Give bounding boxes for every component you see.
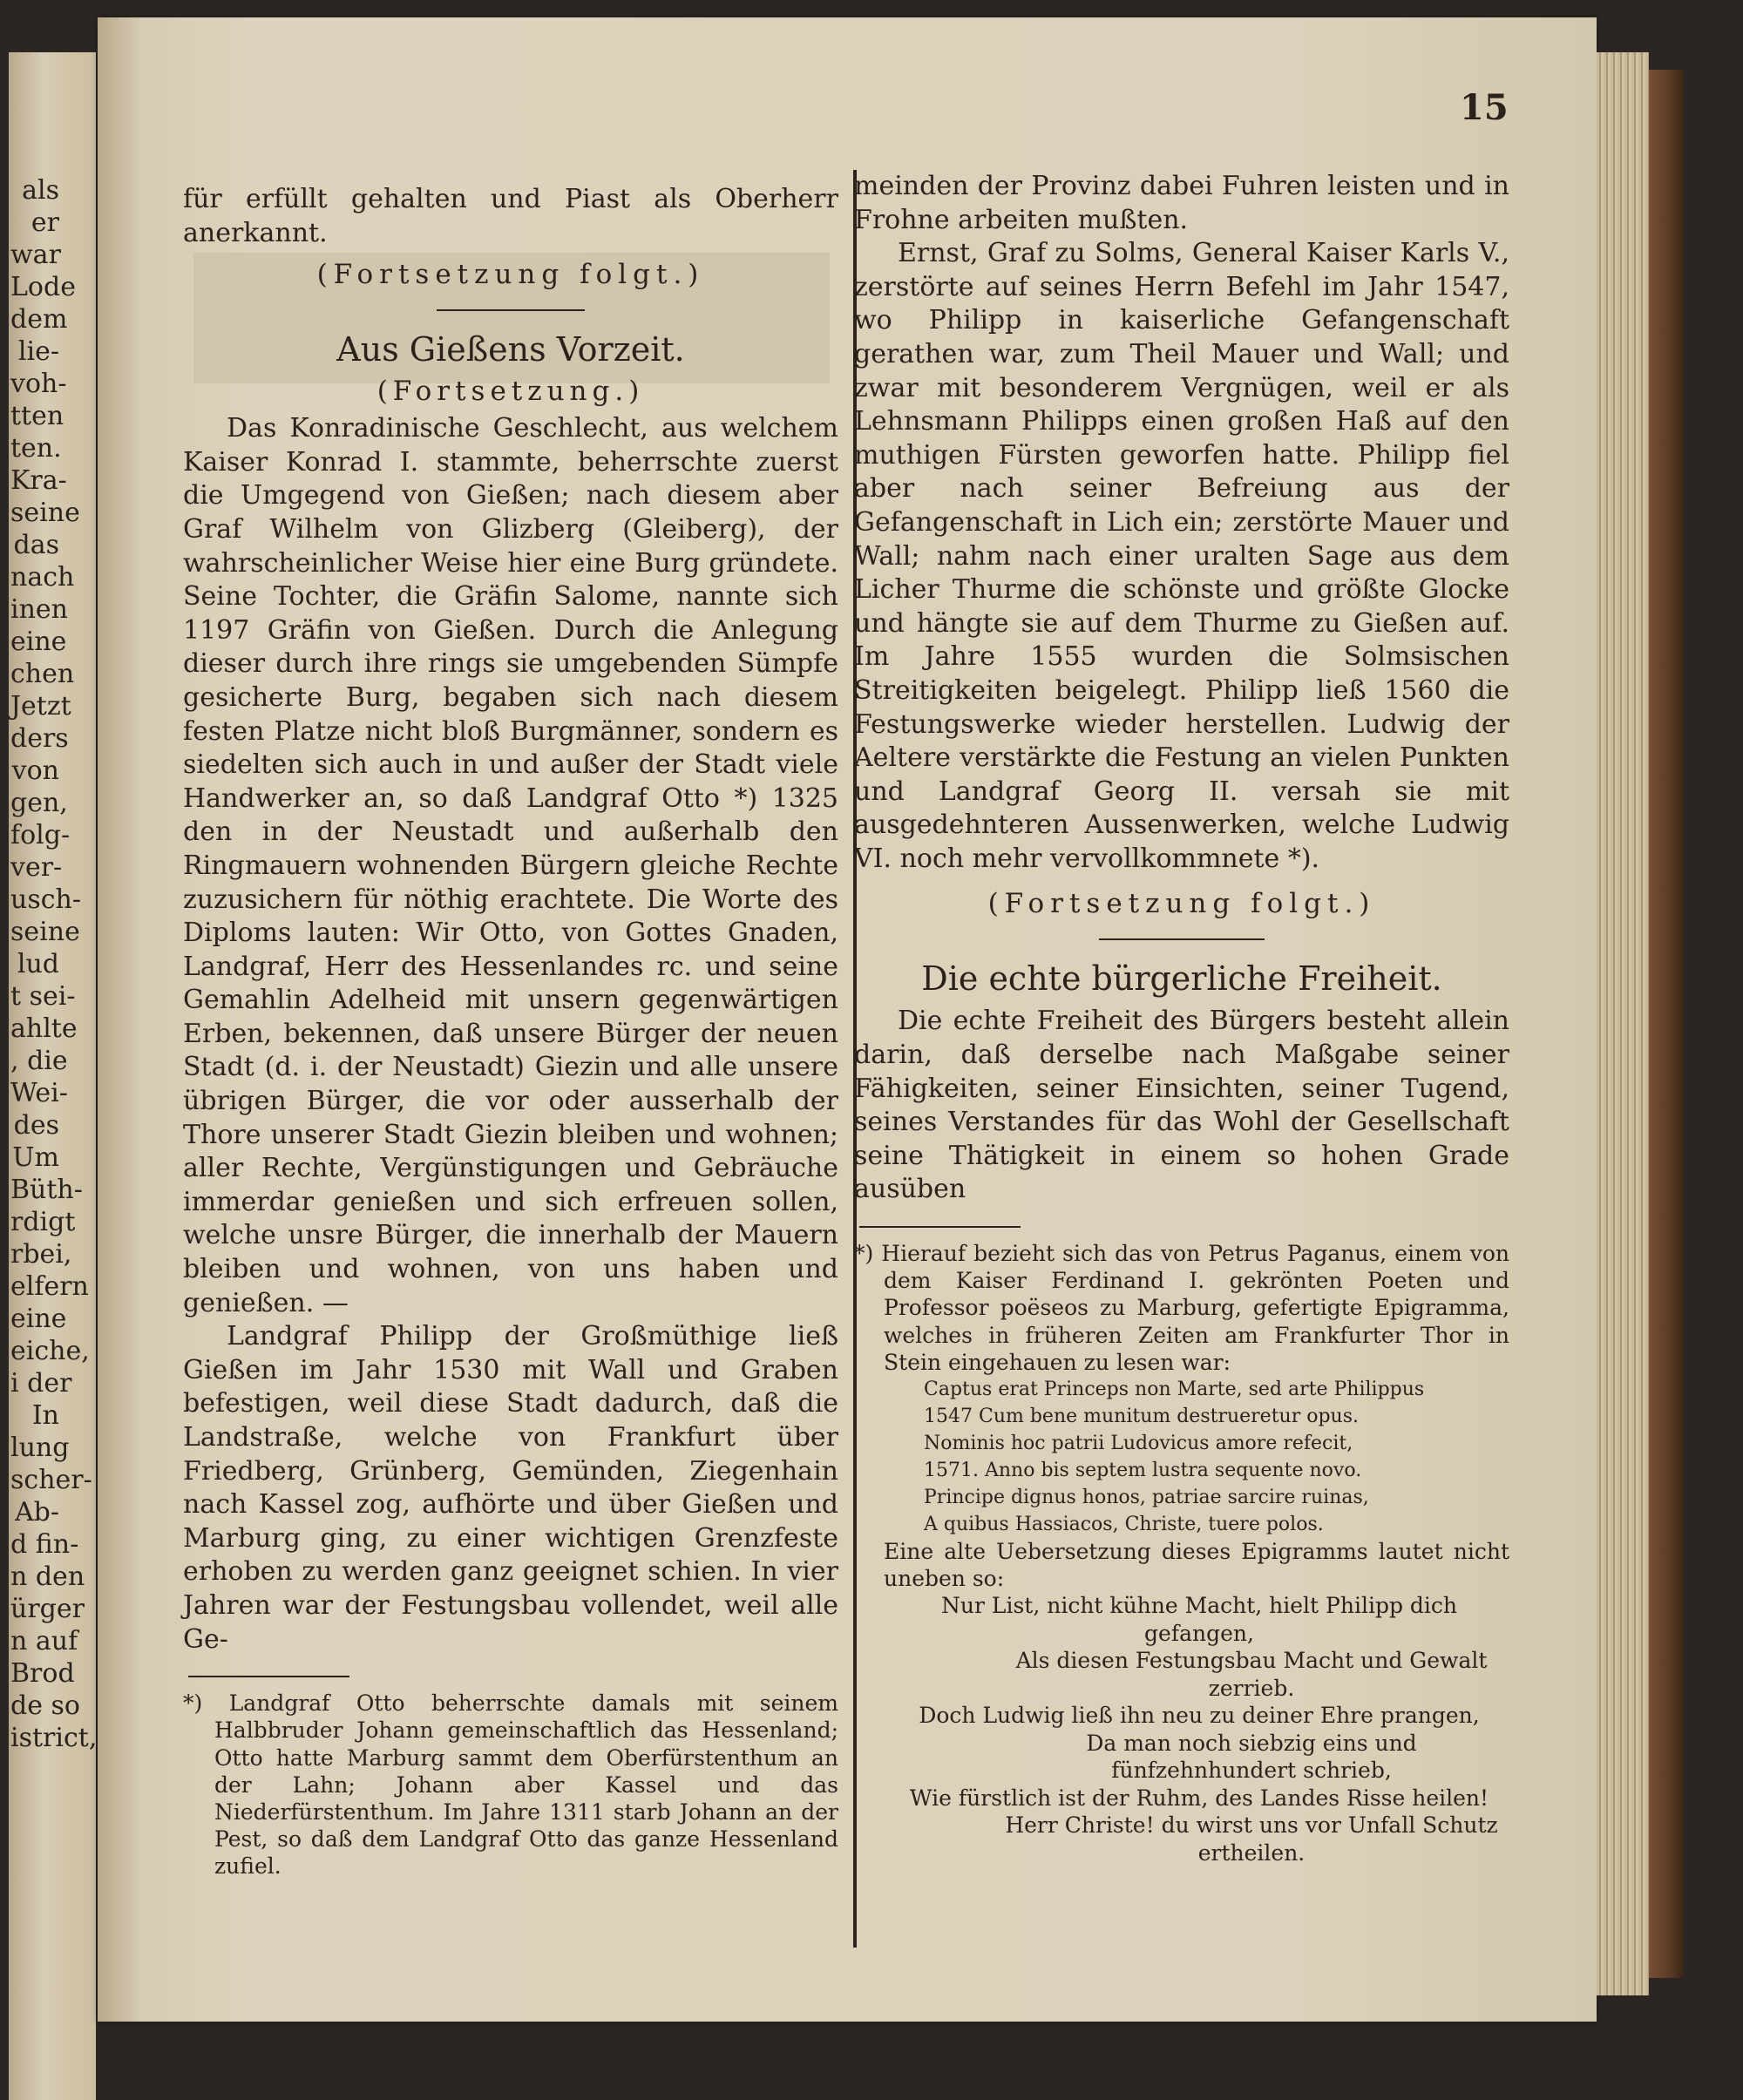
previous-page-fragment: lie- bbox=[17, 336, 59, 367]
translation-line: Nur List, nicht kühne Macht, hielt Philipp dich gefangen, bbox=[940, 1593, 1458, 1646]
previous-page-fragment: seine bbox=[10, 498, 80, 528]
previous-page-fragment: n auf bbox=[10, 1626, 78, 1656]
previous-page-fragment: ahlte bbox=[10, 1013, 78, 1044]
epigram-line: 1547 Cum bene munitum destrueretur opus. bbox=[924, 1406, 1359, 1428]
previous-page-fragment: scher- bbox=[10, 1465, 92, 1495]
previous-page-fragment: er bbox=[31, 207, 59, 238]
epigram-line: 1571. Anno bis septem lustra sequente novo. bbox=[924, 1460, 1362, 1482]
previous-page-fragment: istrict, bbox=[10, 1723, 98, 1753]
left-column bbox=[183, 183, 838, 1880]
previous-page-fragment: t sei- bbox=[10, 981, 76, 1012]
previous-page-fragment: war bbox=[10, 240, 61, 270]
previous-page-fragment: elfern bbox=[10, 1271, 89, 1302]
previous-page-text-fragments bbox=[10, 174, 98, 1754]
previous-page-fragment: ver- bbox=[10, 852, 63, 883]
previous-page-fragment: das bbox=[13, 530, 59, 560]
article-paragraph: Landgraf Philipp der Großmüthige ließ Gießen im Jahr 1530 mit Wall und Graben befestigen, weil diese Stadt dadurch, daß die Landstraße, welche von Frankfurt über Friedberg, Grünberg, Gemünden, Ziegenhain nach Kassel zog, aufhörte und über Gießen und Marburg ging, zu einer wichtigen Grenzfeste erhoben zu werden ganz geeignet schien. In vier Jahren war der Festungsbau vollendet, weil alle Ge- bbox=[183, 1321, 838, 1655]
latin-epigram bbox=[854, 1376, 1509, 1538]
section-rule bbox=[1099, 938, 1265, 940]
previous-page-fragment: rdigt bbox=[10, 1207, 76, 1237]
previous-page-fragment: In bbox=[31, 1400, 59, 1431]
previous-page-fragment: Wei- bbox=[10, 1078, 68, 1108]
german-translation bbox=[854, 1592, 1509, 1866]
article-paragraph: Ernst, Graf zu Solms, General Kaiser Karls V., zerstörte auf seines Herrn Befehl im Jahr 1547, wo Philipp in kaiserliche Gefangenschaft gerathen war, zum Theil Mauer und Wall; und zwar mit besonderem Vergnügen, weil er als Lehnsmann Philipps einen großen Haß auf den muthigen Fürsten geworfen hatte. Philipp fiel aber nach seiner Befreiung aus der Gefangenschaft in Lich ein; zerstörte Mauer und Wall; nahm nach einer uralten Sage aus dem Licher Thurme die schönste und größte Glocke und hängte sie auf dem Thurme zu Gießen auf. Im Jahre 1555 wurden die Solmsischen Streitigkeiten beigelegt. Philipp ließ 1560 die Festungswerke wieder herstellen. Ludwig der Aeltere verstärkte die Festung an vielen Punkten und Landgraf Georg II. versah sie mit ausgedehnteren Aussenwerken, welche Ludwig VI. noch mehr vervollkommnete *). bbox=[854, 238, 1509, 874]
previous-page-fragment: als bbox=[22, 175, 59, 206]
previous-page-fragment: inen bbox=[10, 594, 68, 625]
continuation-note: (Fortsetzung folgt.) bbox=[316, 259, 705, 291]
translation-intro: Eine alte Uebersetzung dieses Epigramms lautet nicht uneben so: bbox=[884, 1539, 1509, 1592]
footnote-rule bbox=[859, 1226, 1021, 1228]
previous-page-fragment: voh- bbox=[10, 369, 67, 399]
previous-page-fragment: lung bbox=[10, 1433, 70, 1463]
previous-page-fragment: eine bbox=[10, 627, 67, 657]
previous-page-fragment: ürger bbox=[10, 1594, 85, 1624]
previous-page-fragment: n den bbox=[10, 1561, 85, 1592]
book-cover-edge bbox=[1649, 70, 1684, 1978]
previous-page-fragment: chen bbox=[10, 659, 75, 689]
previous-page-fragment: tten bbox=[10, 401, 64, 431]
continuation-note: (Fortsetzung folgt.) bbox=[987, 888, 1376, 920]
article-title: Aus Gießens Vorzeit. bbox=[336, 330, 685, 369]
previous-page-fragment: usch- bbox=[10, 884, 81, 915]
translation-line: Herr Christe! du wirst uns vor Unfall Schutz ertheilen. bbox=[1005, 1812, 1498, 1866]
previous-page-fragment: Brod bbox=[10, 1658, 75, 1689]
right-column bbox=[854, 170, 1509, 1866]
previous-page-fragment: lud bbox=[17, 949, 59, 979]
epigram-line: Principe dignus honos, patriae sarcire ruinas, bbox=[924, 1487, 1369, 1509]
article-title: Die echte bürgerliche Freiheit. bbox=[921, 959, 1442, 999]
article-subtitle: (Fortsetzung.) bbox=[376, 376, 645, 408]
translation-line: Wie fürstlich ist der Ruhm, des Landes Risse heilen! bbox=[909, 1785, 1489, 1811]
previous-page-fragment: rbei, bbox=[10, 1239, 72, 1270]
translation-line: Als diesen Festungsbau Macht und Gewalt zerrieb. bbox=[1015, 1648, 1488, 1701]
footnote: *) Landgraf Otto beherrschte damals mit seinem Halbbruder Johann gemeinschaftlich das Hessenland; Otto hatte Marburg sammt dem Oberfürstenthum an der Lahn; Johann aber Kassel und das Niederfürstenthum. Im Jahre 1311 starb Johann an der Pest, so daß dem Landgraf Otto das ganze Hessenland zufiel. bbox=[183, 1690, 838, 1880]
footnote-rule bbox=[188, 1676, 349, 1677]
previous-page-fragment: seine bbox=[10, 917, 80, 947]
previous-page-fragment: eine bbox=[10, 1304, 67, 1334]
epigram-line: Captus erat Princeps non Marte, sed arte Philippus bbox=[924, 1379, 1425, 1401]
previous-page-fragment: Jetzt bbox=[10, 691, 71, 721]
translation-line: Da man noch siebzig eins und fünfzehnhundert schrieb, bbox=[1086, 1730, 1417, 1784]
previous-page-fragment: de so bbox=[10, 1690, 80, 1721]
page-number: 15 bbox=[1460, 87, 1509, 128]
article-paragraph: meinden der Provinz dabei Fuhren leisten und in Frohne arbeiten mußten. bbox=[854, 171, 1509, 235]
intro-paragraph: für erfüllt gehalten und Piast als Oberherr anerkannt. bbox=[183, 184, 838, 248]
previous-page-fragment: dem bbox=[10, 304, 68, 335]
footnote: *) Hierauf bezieht sich das von Petrus Paganus, einem von dem Kaiser Ferdinand I. gekrönten Poeten und Professor poëseos zu Marburg, gefertigte Epigramma, welches in früheren Zeiten am Frankfurter Thor in Stein eingehauen zu lesen war: bbox=[854, 1241, 1509, 1375]
previous-page-fragment: des bbox=[13, 1110, 59, 1141]
previous-page-fragment: Ab- bbox=[14, 1497, 59, 1528]
previous-page-fragment: eiche, bbox=[10, 1336, 90, 1366]
previous-page-fragment: Büth- bbox=[10, 1175, 83, 1205]
section-rule bbox=[437, 309, 585, 311]
previous-page-fragment: folg- bbox=[10, 820, 71, 850]
previous-page-fragment: Um bbox=[12, 1142, 59, 1173]
article-paragraph: Das Konradinische Geschlecht, aus welchem Kaiser Konrad I. stammte, beherrschte zuerst die Umgegend von Gießen; nach diesem aber Graf Wilhelm von Glizberg (Gleiberg), der wahrscheinlicher Weise hier eine Burg gründete. Seine Tochter, die Gräfin Salome, nannte sich 1197 Gräfin von Gießen. Durch die Anlegung dieser durch ihre rings sie umgebenden Sümpfe gesicherte Burg, begaben sich nach diesem festen Platze nicht bloß Burgmänner, sondern es siedelten sich auch in und außer der Stadt viele Handwerker an, so daß Landgraf Otto *) 1325 den in der Neustadt und außerhalb den Ringmauern wohnenden Bürgern gleiche Rechte zuzusichern für nöthig erachtete. Die Worte des Diploms lauten: Wir Otto, von Gottes Gnaden, Landgraf, Herr des Hessenlandes rc. und seine Gemahlin Adelheid mit unsern gegenwärtigen Erben, bekennen, daß unsere Bürger der neuen Stadt (d. i. der Neustadt) Giezin und alle unsere übrigen Bürger, die vor oder ausserhalb der Thore unserer Stadt Giezin bleiben und wohnen; aller Rechte, Vergünstigungen und Gebräuche immerdar genießen und sich erfreuen sollen, welche unsre Bürger, die innerhalb der Mauern bleiben und wohnen, von uns haben und genießen. — bbox=[183, 413, 838, 1318]
previous-page-fragment: Kra- bbox=[10, 465, 67, 496]
previous-page-fragment: gen, bbox=[10, 788, 68, 818]
previous-page-fragment: d fin- bbox=[10, 1529, 79, 1560]
translation-line: Doch Ludwig ließ ihn neu zu deiner Ehre prangen, bbox=[919, 1703, 1480, 1729]
previous-page-fragment: Lode bbox=[10, 272, 76, 302]
previous-page-fragment: i der bbox=[10, 1368, 72, 1399]
epigram-line: A quibus Hassiacos, Christe, tuere polos. bbox=[924, 1514, 1324, 1536]
previous-page-fragment: ders bbox=[10, 723, 69, 754]
previous-page-fragment: ten. bbox=[10, 433, 62, 464]
previous-page-fragment: von bbox=[11, 755, 59, 786]
page-block-edges bbox=[1597, 52, 1649, 1995]
previous-page-fragment: nach bbox=[10, 562, 75, 593]
article-paragraph: Die echte Freiheit des Bürgers besteht allein darin, daß derselbe nach Maßgabe seiner Fähigkeiten, seiner Einsichten, seiner Tugend, seines Verstandes für das Wohl der Gesellschaft seine Thätigkeit in einem so hohen Grade ausüben bbox=[854, 1006, 1509, 1205]
previous-page-fragment: , die bbox=[10, 1046, 68, 1076]
epigram-line: Nominis hoc patrii Ludovicus amore refecit, bbox=[924, 1433, 1353, 1455]
